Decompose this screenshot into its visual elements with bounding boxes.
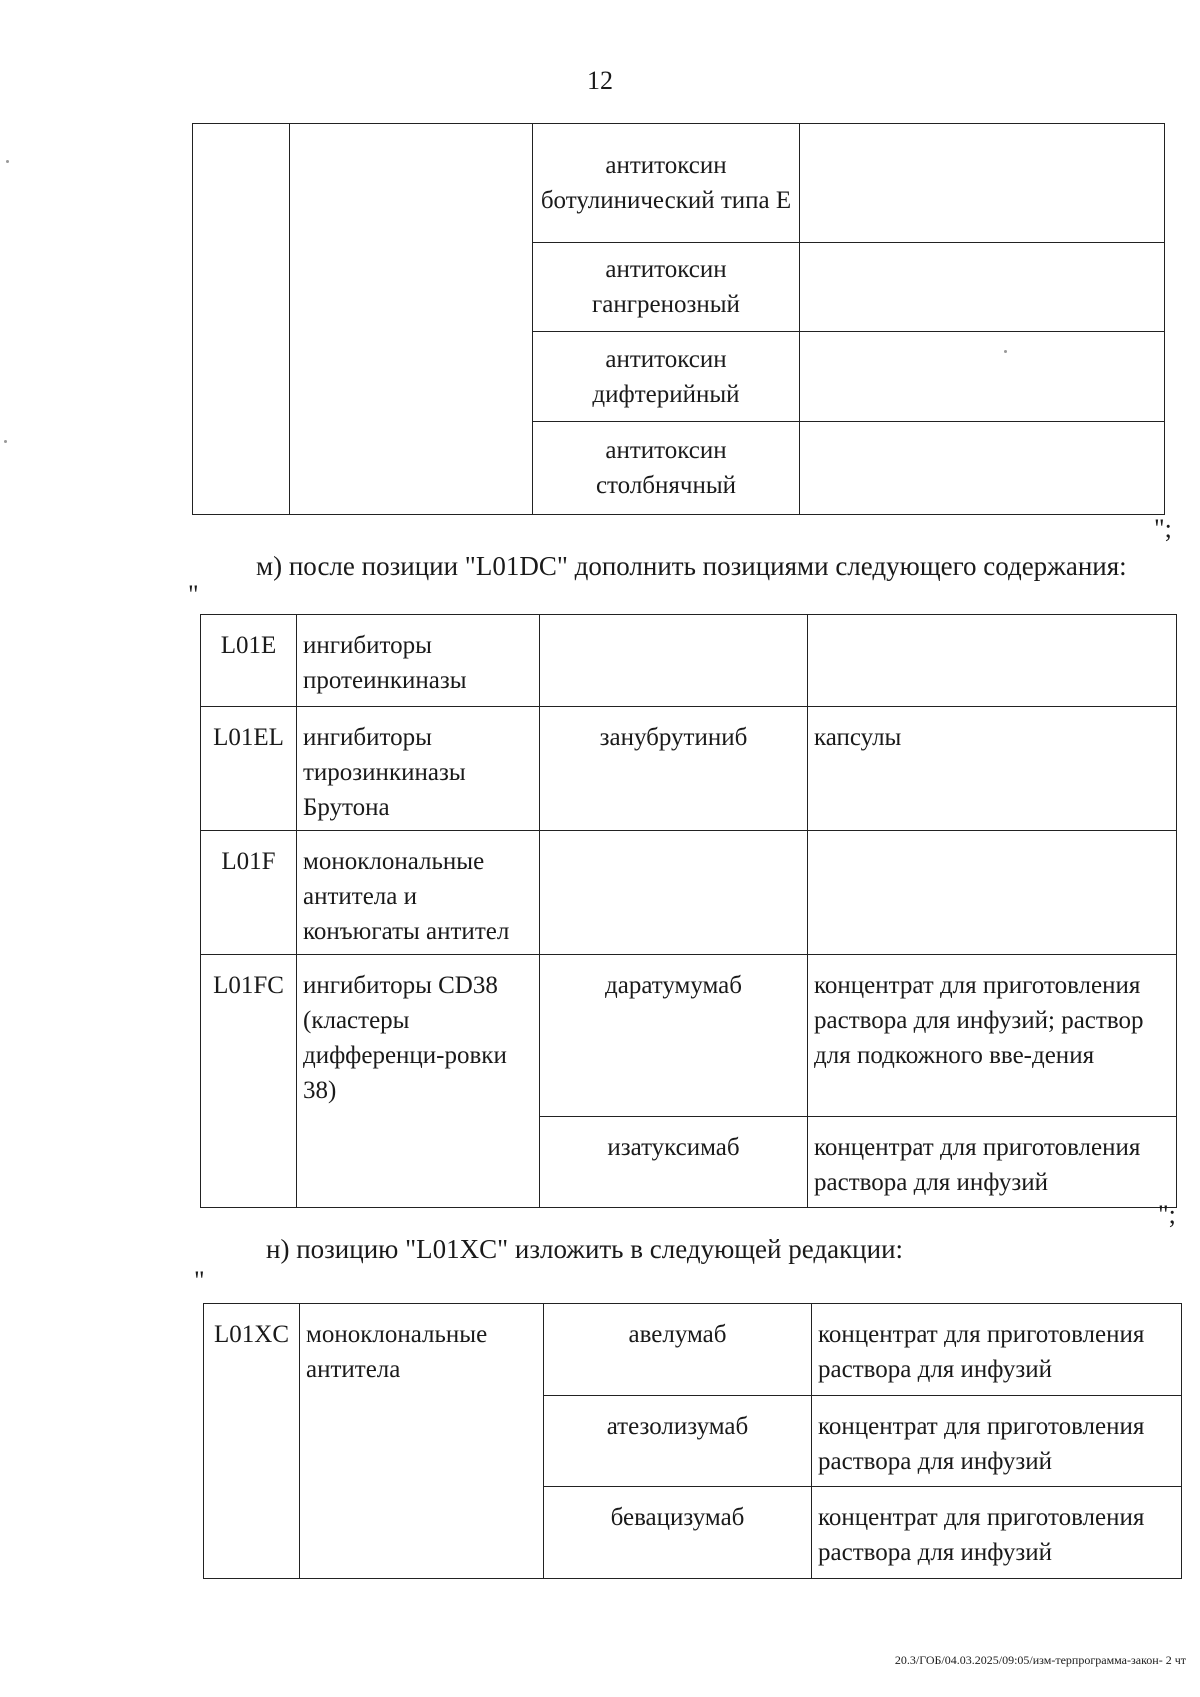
table-cell-code: L01FC (201, 955, 297, 1208)
table-cell-form (808, 831, 1177, 955)
closing-quote: "; (1154, 514, 1172, 543)
table-cell-drug: антитоксин столбнячный (533, 422, 800, 515)
table-cell-drug (540, 831, 808, 955)
opening-quote: " (188, 580, 199, 609)
table-cell-form (800, 124, 1165, 243)
table-cell-group: ингибиторы тирозинкиназы Брутона (297, 707, 540, 831)
table-l01xc (203, 1303, 1182, 1579)
table-cell-group (290, 124, 533, 515)
table-cell-drug: авелумаб (544, 1304, 812, 1396)
table-cell-drug: занубрутиниб (540, 707, 808, 831)
footer-document-id: 20.3/ГОБ/04.03.2025/09:05/изм-терпрограмма-закон- 2 чт (894, 1653, 1186, 1667)
table-cell-form (800, 243, 1165, 332)
table-cell-drug (540, 615, 808, 707)
table-cell-form: концентрат для приготовления раствора для инфузий (812, 1396, 1182, 1487)
page-number: 12 (587, 66, 613, 95)
table-cell-drug: антитоксин гангренозный (533, 243, 800, 332)
table-cell-drug: даратумумаб (540, 955, 808, 1117)
table-row (193, 124, 1165, 243)
table-l01 (200, 614, 1177, 1208)
table-antitoxins (192, 123, 1165, 515)
table-cell-drug: бевацизумаб (544, 1487, 812, 1579)
opening-quote: " (194, 1266, 205, 1295)
table-cell-form (800, 422, 1165, 515)
table-cell-drug: антитоксин дифтерийный (533, 332, 800, 422)
closing-quote: "; (1158, 1200, 1176, 1229)
table-row (201, 615, 1177, 707)
table-cell-form (800, 332, 1165, 422)
table-cell-group: моноклональные антитела и конъюгаты антител (297, 831, 540, 955)
table-cell-drug: антитоксин ботулинический типа E (533, 124, 800, 243)
table-cell-group: ингибиторы CD38 (кластеры дифференци-ровки 38) (297, 955, 540, 1208)
scan-speck (1004, 350, 1007, 353)
table-cell-drug: атезолизумаб (544, 1396, 812, 1487)
table-cell-form: капсулы (808, 707, 1177, 831)
table-cell-form: концентрат для приготовления раствора для инфузий (812, 1304, 1182, 1396)
table-cell-code: L01EL (201, 707, 297, 831)
scan-speck (6, 160, 9, 163)
table-cell-form (808, 615, 1177, 707)
table-cell-form: концентрат для приготовления раствора для инфузий; раствор для подкожного вве-дения (808, 955, 1177, 1117)
scan-speck (4, 440, 7, 443)
table-row (201, 955, 1177, 1117)
paragraph-n: н) позицию "L01XC" изложить в следующей редакции: (266, 1234, 904, 1264)
table-cell-code: L01E (201, 615, 297, 707)
table-cell-code (193, 124, 290, 515)
table-cell-form: концентрат для приготовления раствора для инфузий (812, 1487, 1182, 1579)
table-row (201, 831, 1177, 955)
table-cell-drug: изатуксимаб (540, 1117, 808, 1208)
table-cell-group: ингибиторы протеинкиназы (297, 615, 540, 707)
table-cell-code: L01F (201, 831, 297, 955)
paragraph-m: м) после позиции "L01DC" дополнить позициями следующего содержания: (256, 551, 1127, 581)
table-row (204, 1304, 1182, 1396)
table-row (201, 707, 1177, 831)
table-cell-code: L01XC (204, 1304, 300, 1579)
table-cell-form: концентрат для приготовления раствора для инфузий (808, 1117, 1177, 1208)
table-cell-group: моноклональные антитела (300, 1304, 544, 1579)
